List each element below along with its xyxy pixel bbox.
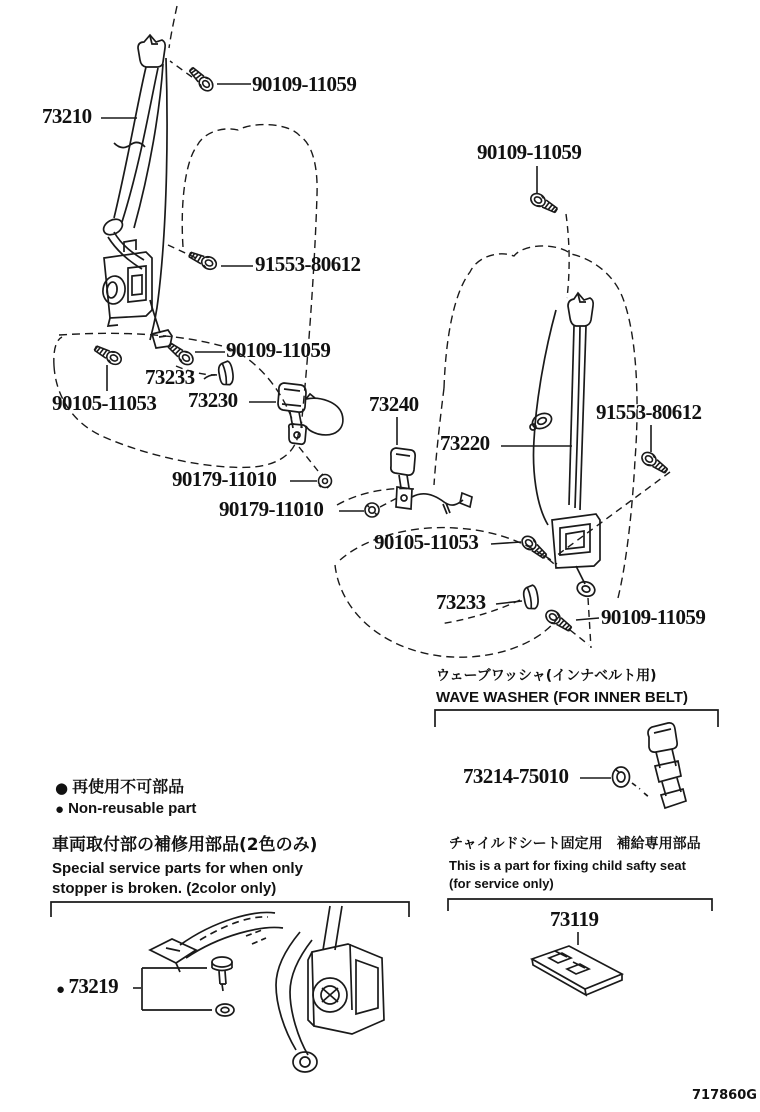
service-part-number: 73219 (68, 974, 118, 998)
bolt-icon (166, 340, 196, 367)
callout-bolt-floor-right: 90105-11053 (374, 530, 479, 554)
callout-wave-washer: 73214-75010 (463, 764, 569, 788)
nut-icon (319, 474, 332, 488)
callout-bolt-top-left: 90109-11059 (252, 72, 357, 96)
inner-belt-left-drawing (278, 383, 343, 444)
non-reusable-bullet: ● (55, 779, 69, 797)
screw-icon (639, 450, 669, 476)
callout-stopper-left: 73233 (145, 365, 195, 389)
callout-screw-upper-left: 91553-80612 (255, 252, 361, 276)
callout-belt-assembly-right: 73220 (440, 431, 490, 455)
wave-washer-title-en: WAVE WASHER (FOR INNER BELT) (436, 689, 688, 706)
bolt-icon (543, 608, 573, 634)
bolt-icon (519, 534, 549, 562)
child-seat-title-ja: チャイルドシート固定用 補給専用部品 (449, 836, 701, 852)
service-section-title-ja: 車両取付部の補修用部品(2色のみ) (52, 835, 318, 855)
nut-icon (365, 503, 379, 517)
callout-belt-assembly-left: 73210 (42, 104, 92, 128)
bolt-icon (93, 343, 124, 367)
legend-en-text: Non-reusable part (68, 800, 197, 817)
bolt-icon (529, 191, 560, 216)
screw-icon (187, 249, 218, 272)
child-seat-line1: This is a part for fixing child safty seat (449, 858, 686, 873)
callout-inner-belt-left: 73230 (188, 388, 238, 412)
callout-bolt-floor-left: 90105-11053 (52, 391, 157, 415)
callout-stopper-right: 73233 (436, 590, 486, 614)
callout-nut-upper: 90179-11010 (172, 467, 277, 491)
wave-washer-drawing (613, 723, 687, 808)
callout-bolt-mid-left: 90109-11059 (226, 338, 331, 362)
callout-screw-upper-right: 91553-80612 (596, 400, 702, 424)
stopper-icon (218, 361, 235, 386)
belt-assembly-left-drawing (101, 35, 172, 348)
legend-non-reusable-ja (55, 779, 184, 795)
legend-ja-text: 再使用不可部品 (72, 777, 185, 796)
non-reusable-bullet: ● (56, 982, 65, 998)
inner-belt-right-drawing (391, 448, 472, 514)
non-reusable-bullet: ● (55, 801, 65, 818)
stopper-icon (523, 585, 540, 610)
legend-non-reusable-en (55, 801, 196, 816)
callout-child-seat-plate: 73119 (550, 907, 599, 931)
child-seat-line2: (for service only) (449, 876, 554, 891)
wave-washer-title-ja: ウェーブワッシャ(インナベルト用) (436, 668, 657, 684)
callout-service-part (56, 976, 118, 997)
callout-inner-belt-right: 73240 (369, 392, 419, 416)
callout-nut-lower: 90179-11010 (219, 497, 324, 521)
callout-bolt-top-right: 90109-11059 (477, 140, 582, 164)
service-section-line1: Special service parts for when only (52, 860, 303, 877)
service-section-line2: stopper is broken. (2color only) (52, 880, 277, 897)
child-seat-plate-drawing (532, 946, 622, 995)
callout-bolt-lower-right: 90109-11059 (601, 605, 706, 629)
drawing-code: 717860G (692, 1088, 757, 1103)
service-part-drawing (150, 906, 384, 1072)
bolt-icon (187, 65, 216, 94)
